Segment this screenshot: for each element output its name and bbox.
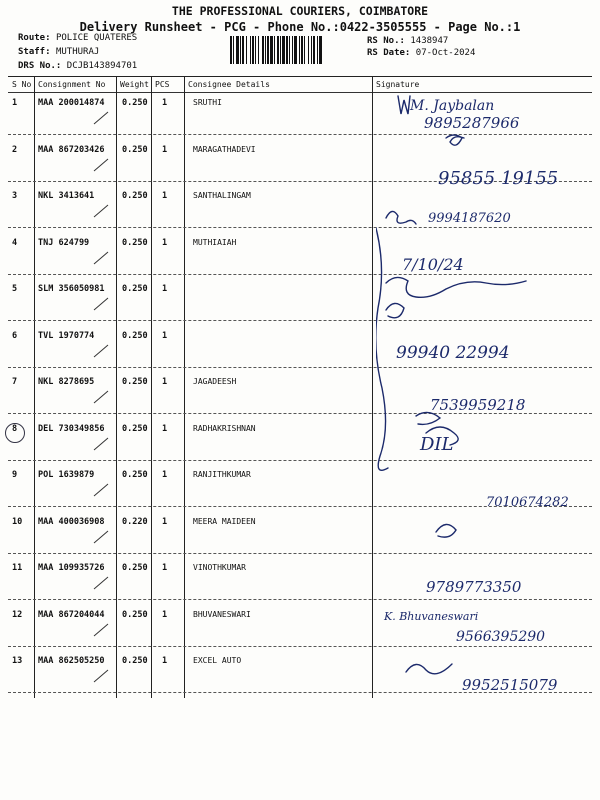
row-sno: 4 xyxy=(12,237,18,248)
staff-line xyxy=(18,47,99,57)
row-consignment: TVL 1970774 xyxy=(38,330,95,341)
row-weight: 0.250 xyxy=(122,609,148,620)
staff-value: MUTHURAJ xyxy=(55,47,100,57)
barcode-image xyxy=(230,36,360,64)
row-consignee: RANJITHKUMAR xyxy=(193,470,251,479)
column-divider xyxy=(151,76,152,698)
row-sno: 5 xyxy=(12,284,18,294)
signature-text: 9994187620 xyxy=(428,211,511,226)
row-consignee: VINOTHKUMAR xyxy=(193,563,246,572)
check-mark-icon xyxy=(92,436,112,452)
row-weight: 0.250 xyxy=(122,656,148,666)
signature-text: 9952515079 xyxy=(462,676,558,694)
drs-line xyxy=(18,61,137,71)
row-consignment: POL 1639879 xyxy=(38,470,95,480)
column-header-weight: Weight xyxy=(120,80,149,89)
column-header-pcs: PCS xyxy=(155,80,170,89)
signature-texts xyxy=(383,98,569,694)
signature-stroke xyxy=(386,303,404,317)
row-consignment: NKL 3413641 xyxy=(38,191,95,201)
row-pcs: 1 xyxy=(162,284,168,294)
check-mark-icon xyxy=(92,157,112,173)
signature-stroke xyxy=(416,412,440,424)
check-mark-icon xyxy=(92,110,112,126)
column-header-signature: Signature xyxy=(376,80,420,89)
signature-text: 9789773350 xyxy=(426,578,522,596)
row-consignment: MAA 867204044 xyxy=(38,609,105,620)
signature-text: 9566395290 xyxy=(456,629,546,645)
row-weight: 0.220 xyxy=(122,516,148,527)
signature-text: 99940 22994 xyxy=(396,343,510,363)
row-pcs: 1 xyxy=(162,516,168,527)
row-sno: 6 xyxy=(12,330,18,341)
runsheet-subtitle: Delivery Runsheet - PCG - Phone No.:0422-3505555 - Page No.:1 xyxy=(79,20,521,34)
signature-text: 7539959218 xyxy=(430,396,526,414)
row-consignee: SANTHALINGAM xyxy=(193,191,251,200)
row-pcs: 1 xyxy=(162,609,168,620)
row-consignee: JAGADEESH xyxy=(193,377,237,386)
drs-value: DCJB143894701 xyxy=(66,61,138,71)
row-weight: 0.250 xyxy=(122,144,148,155)
check-mark-icon xyxy=(92,482,112,498)
row-sno: 9 xyxy=(12,470,18,480)
rs-date-label: RS Date: xyxy=(367,48,411,58)
row-consignment: NKL 8278695 xyxy=(38,377,95,387)
row-weight: 0.250 xyxy=(122,563,148,573)
row-consignee: EXCEL AUTO xyxy=(193,656,242,665)
barcode-bar xyxy=(322,36,323,64)
row-pcs: 1 xyxy=(162,470,168,480)
row-sno: 1 xyxy=(12,98,18,108)
row-sno: 10 xyxy=(12,516,23,527)
signature-text: 7/10/24 xyxy=(402,255,464,274)
row-consignment: DEL 730349856 xyxy=(38,423,105,434)
signature-text: K. Bhuvaneswari xyxy=(384,610,479,623)
row-consignment: MAA 862505250 xyxy=(38,656,105,666)
signature-stroke xyxy=(386,211,416,224)
row-consignee: BHUVANESWARI xyxy=(193,609,251,619)
drs-label: DRS No.: xyxy=(18,61,62,71)
signature-stroke xyxy=(376,228,388,470)
row-consignee: MUTHIAIAH xyxy=(193,237,237,247)
route-value: POLICE QUATERES xyxy=(55,33,138,43)
signature-stroke xyxy=(386,277,526,297)
signature-stroke xyxy=(398,96,410,114)
row-weight: 0.250 xyxy=(122,191,148,201)
column-divider xyxy=(372,76,373,698)
row-consignment: MAA 109935726 xyxy=(38,563,105,573)
row-consignee: MARAGATHADEVI xyxy=(193,144,256,154)
check-mark-icon xyxy=(92,575,112,591)
check-mark-icon xyxy=(92,622,112,638)
signature-text: 9895287966 xyxy=(424,114,520,132)
column-header-consignment: Consignment No xyxy=(38,80,106,89)
row-sno: 8 xyxy=(12,423,18,434)
rs-no-value: 1438947 xyxy=(410,36,449,46)
check-mark-icon xyxy=(92,668,112,684)
row-consignment: SLM 356050981 xyxy=(38,284,105,294)
signature-text: M. Jaybalan xyxy=(410,98,495,114)
row-weight: 0.250 xyxy=(122,237,148,248)
row-pcs: 1 xyxy=(162,144,168,155)
column-header-sno: S No xyxy=(12,80,32,89)
table-top-border xyxy=(8,76,592,77)
column-divider xyxy=(116,76,117,698)
route-label: Route: xyxy=(18,33,51,43)
signature-text: 7010674282 xyxy=(486,495,569,510)
row-sno: 2 xyxy=(12,144,18,155)
row-consignment: MAA 200014874 xyxy=(38,98,105,108)
row-8-circle-mark xyxy=(5,423,25,443)
rs-no-label: RS No.: xyxy=(367,36,405,46)
rs-date-value: 07-Oct-2024 xyxy=(415,48,476,58)
row-weight: 0.250 xyxy=(122,98,148,108)
row-pcs: 1 xyxy=(162,191,168,201)
row-pcs: 1 xyxy=(162,98,168,108)
signature-text: DIL xyxy=(420,434,454,455)
signature-area xyxy=(376,88,598,698)
row-weight: 0.250 xyxy=(122,377,148,387)
column-divider xyxy=(184,76,185,698)
row-pcs: 1 xyxy=(162,656,168,666)
check-mark-icon xyxy=(92,529,112,545)
row-pcs: 1 xyxy=(162,377,168,387)
check-mark-icon xyxy=(92,343,112,359)
check-mark-icon xyxy=(92,389,112,405)
signature-text: 95855 19155 xyxy=(438,168,559,189)
rs-date-line xyxy=(367,48,475,58)
signature-stroke xyxy=(406,664,452,674)
row-pcs: 1 xyxy=(162,423,168,434)
row-pcs: 1 xyxy=(162,330,168,341)
rs-no-line xyxy=(367,36,448,46)
row-consignment: TNJ 624799 xyxy=(38,237,90,248)
row-sno: 13 xyxy=(12,656,23,666)
row-weight: 0.250 xyxy=(122,470,148,480)
check-mark-icon xyxy=(92,203,112,219)
staff-label: Staff: xyxy=(18,47,51,57)
row-consignee: MEERA MAIDEEN xyxy=(193,516,256,526)
row-consignee: RADHAKRISHNAN xyxy=(193,423,256,433)
row-weight: 0.250 xyxy=(122,330,148,341)
row-sno: 3 xyxy=(12,191,18,201)
row-pcs: 1 xyxy=(162,563,168,573)
check-mark-icon xyxy=(92,250,112,266)
row-consignment: MAA 400036908 xyxy=(38,516,105,527)
row-sno: 7 xyxy=(12,377,18,387)
route-line xyxy=(18,33,137,43)
row-sno: 11 xyxy=(12,563,23,573)
check-mark-icon xyxy=(92,296,112,312)
row-consignee: SRUTHI xyxy=(193,98,222,107)
row-weight: 0.250 xyxy=(122,284,148,294)
column-divider xyxy=(34,76,35,698)
row-weight: 0.250 xyxy=(122,423,148,434)
company-title: THE PROFESSIONAL COURIERS, COIMBATORE xyxy=(171,4,429,18)
row-pcs: 1 xyxy=(162,237,168,248)
row-consignment: MAA 867203426 xyxy=(38,144,105,155)
column-header-consignee: Consignee Details xyxy=(188,80,270,89)
signature-stroke xyxy=(446,135,464,145)
row-sno: 12 xyxy=(12,609,23,620)
signature-stroke xyxy=(436,524,456,537)
